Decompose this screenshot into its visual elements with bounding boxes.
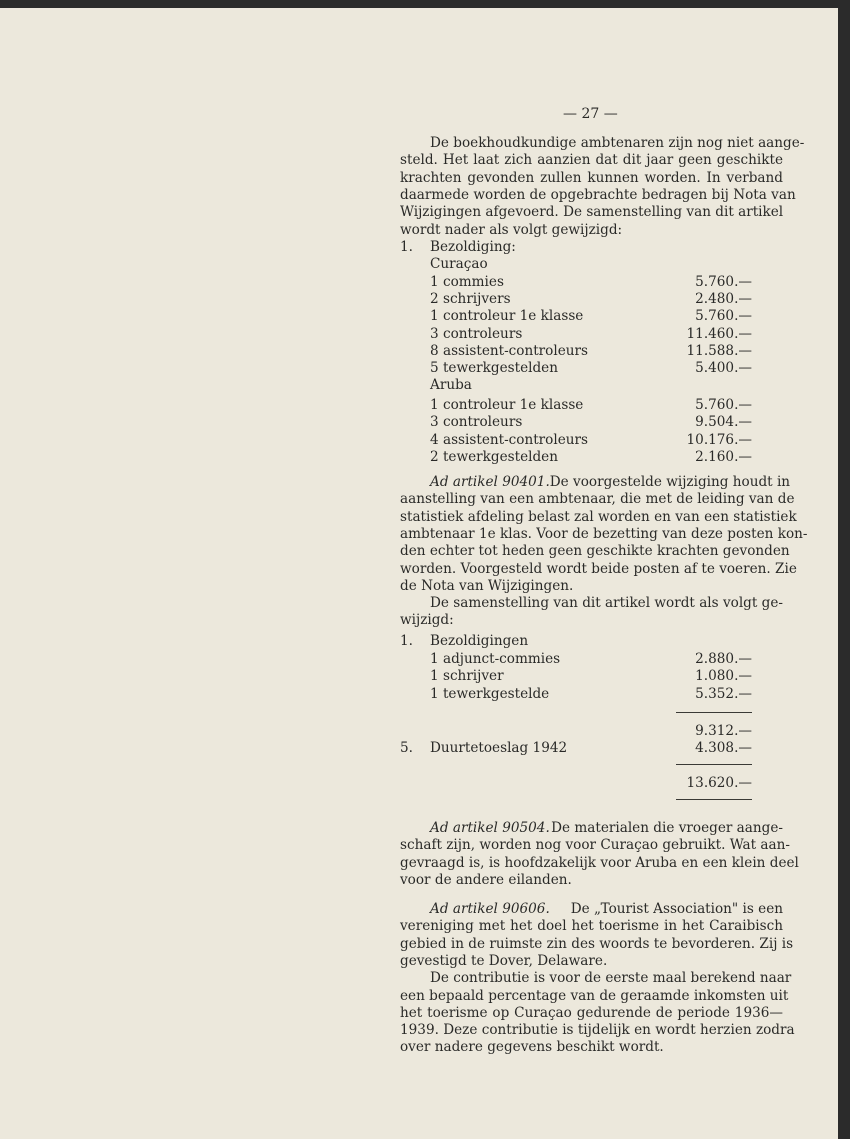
item-number: 5. <box>400 740 413 756</box>
text-line: voor de andere eilanden. <box>400 871 572 888</box>
row-label: 1 tewerkgestelde <box>430 685 550 702</box>
row-amount: 5.400.— <box>695 360 752 377</box>
item-number: 1. <box>400 239 413 255</box>
row-label: 1 schrijver <box>430 668 504 685</box>
row-label: Duurtetoeslag 1942 <box>430 740 568 756</box>
row-label: 3 controleurs <box>430 414 523 431</box>
article-title: Ad artikel 90401. <box>430 474 550 490</box>
total-amount: 13.620.— <box>686 775 752 791</box>
text-line: over nadere gegevens beschikt wordt. <box>400 1039 664 1056</box>
row-label: 4 assistent-controleurs <box>430 431 588 448</box>
text-line: wijzigd: <box>400 612 454 629</box>
group-name-curacao: Curaçao <box>430 256 488 273</box>
row-label: 5 tewerkgestelden <box>430 360 558 377</box>
text-line: de Nota van Wijzigingen. <box>400 577 574 594</box>
table-heading: Bezoldiging: <box>430 239 516 255</box>
total-underline <box>676 799 752 800</box>
row-amount: 2.480.— <box>695 290 752 307</box>
text-line: wordt nader als volgt gewijzigd: <box>400 221 623 238</box>
text-line-rest: De „Tourist Association" is een <box>570 901 783 917</box>
row-label: 1 adjunct-commies <box>430 651 561 667</box>
row-label: 1 controleur 1e klasse <box>430 397 584 413</box>
subtotal-rule <box>676 712 752 713</box>
row-amount: 11.460.— <box>686 325 752 342</box>
text-line: Wijzigingen afgevoerd. De samenstelling van dit artikel <box>400 204 784 221</box>
row-label: 8 assistent-controleurs <box>430 342 588 359</box>
row-amount: 5.760.— <box>695 308 752 325</box>
text-line: den echter tot heden geen geschikte krachten gevonden <box>400 543 790 560</box>
text-line-rest: De materialen die vroeger aange- <box>551 820 783 836</box>
text-line: worden. Voorgesteld wordt beide posten af te voeren. Zie <box>400 560 797 577</box>
document-page <box>0 8 838 1139</box>
article-title: Ad artikel 90606. <box>430 901 550 917</box>
text-line: De boekhoudkundige ambtenaren zijn nog niet aange- <box>430 135 805 151</box>
text-line-rest: De voorgestelde wijziging houdt in <box>549 474 791 490</box>
text-line: een bepaald percentage van de geraamde inkomsten uit <box>400 987 789 1004</box>
table-heading: Bezoldigingen <box>430 633 529 649</box>
group-name-aruba: Aruba <box>430 377 472 394</box>
text-line: gebied in de ruimste zin des woords te bevorderen. Zij is <box>400 935 794 952</box>
text-line: daarmede worden de opgebrachte bedragen bij Nota van <box>400 186 796 203</box>
row-amount: 2.160.— <box>695 448 752 465</box>
row-label: 1 commies <box>430 273 504 290</box>
row-amount: 11.588.— <box>686 342 752 359</box>
text-line <box>430 901 783 918</box>
total-rule <box>676 764 752 765</box>
article-title: Ad artikel 90504. <box>430 820 550 836</box>
row-amount: 5.352.— <box>695 685 752 702</box>
row-amount: 4.308.— <box>695 740 752 756</box>
row-label: 3 controleurs <box>430 325 523 342</box>
row-amount: 5.760.— <box>695 397 752 413</box>
text-line: krachten gevonden zullen kunnen worden. In verband <box>400 169 783 186</box>
text-line: gevraagd is, is hoofdzakelijk voor Aruba en een klein deel <box>400 854 799 871</box>
text-line: vereniging met het doel het toerisme in het Caraibisch <box>400 918 783 935</box>
text-line: De samenstelling van dit artikel wordt als volgt ge- <box>430 595 783 612</box>
text-line: steld. Het laat zich aanzien dat dit jaar geen geschikte <box>400 152 783 169</box>
text-line: ambtenaar 1e klas. Voor de bezetting van deze posten kon- <box>400 525 808 542</box>
text-line: aanstelling van een ambtenaar, die met de leiding van de <box>400 491 795 508</box>
row-label: 2 schrijvers <box>430 290 511 307</box>
text-line: het toerisme op Curaçao gedurende de periode 1936— <box>400 1004 783 1021</box>
text-line <box>430 820 783 837</box>
row-amount: 9.504.— <box>695 414 752 431</box>
page-number: — 27 — <box>563 106 618 122</box>
row-label: 2 tewerkgestelden <box>430 448 558 465</box>
text-line: schaft zijn, worden nog voor Curaçao gebruikt. Wat aan- <box>400 837 790 854</box>
row-amount: 2.880.— <box>695 651 752 667</box>
item-number: 1. <box>400 633 413 649</box>
subtotal-amount: 9.312.— <box>695 723 752 739</box>
row-amount: 5.760.— <box>695 273 752 290</box>
text-line: De contributie is voor de eerste maal berekend naar <box>430 970 792 987</box>
row-label: 1 controleur 1e klasse <box>430 308 584 325</box>
text-line: gevestigd te Dover, Delaware. <box>400 952 608 969</box>
text-line: statistiek afdeling belast zal worden en van een statistiek <box>400 508 797 525</box>
text-line: 1939. Deze contributie is tijdelijk en wordt herzien zodra <box>400 1022 795 1039</box>
row-amount: 10.176.— <box>686 431 752 448</box>
text-line <box>430 474 791 491</box>
row-amount: 1.080.— <box>695 668 752 685</box>
